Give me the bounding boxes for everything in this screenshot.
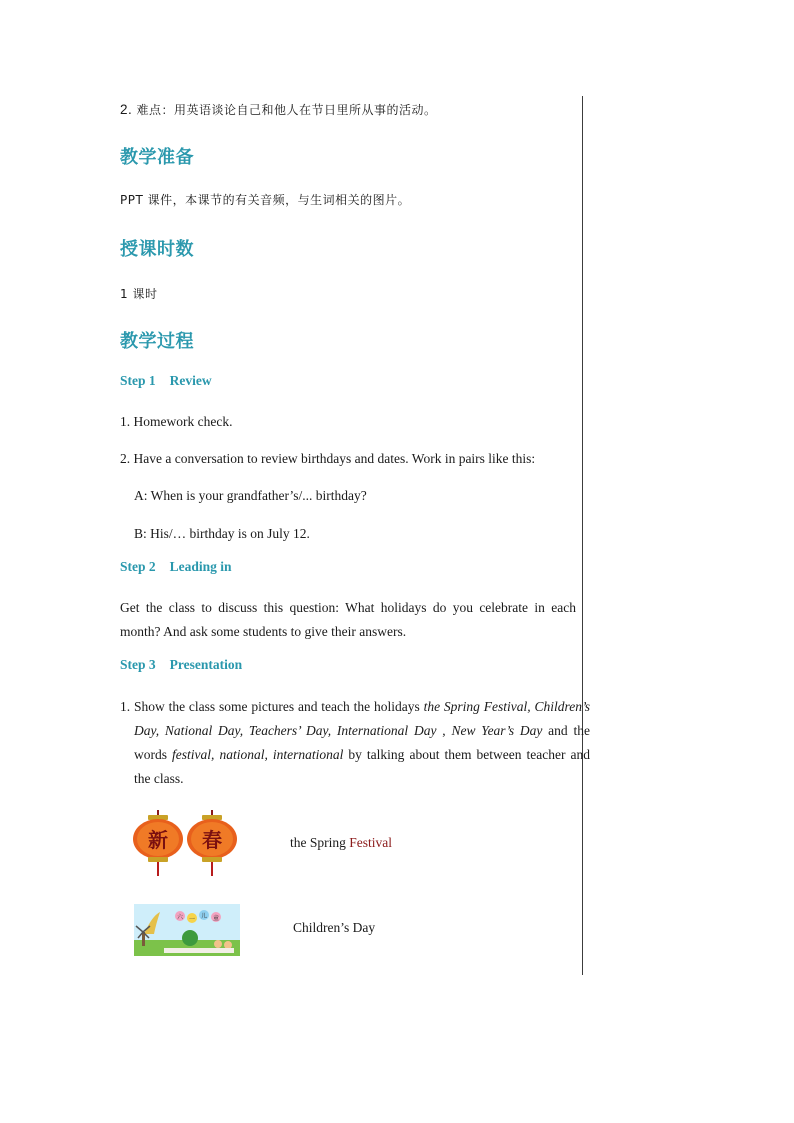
step2-heading: [120, 559, 232, 575]
kids-letter-2: 一: [188, 916, 196, 923]
lantern-char-1: 新: [148, 828, 168, 852]
kids-letter-3: 儿: [200, 913, 208, 920]
step1-heading: [120, 373, 212, 389]
kids-letter-1: 六: [176, 914, 184, 921]
step3-text-1: 1. Show the class some pictures and teach the holidays: [120, 699, 424, 714]
childrens-day-svg: [134, 904, 240, 956]
spring-caption-prefix: the Spring: [290, 835, 350, 850]
childrens-day-image: [134, 904, 240, 956]
step1-number: Step 1: [120, 373, 156, 388]
child-figure-1: [214, 940, 222, 948]
step1-item1: 1. Homework check.: [120, 414, 233, 429]
step1-title: Review: [169, 373, 212, 388]
step3-item1: [120, 695, 590, 791]
step1-dialog-b: B: His/… birthday is on July 12.: [134, 526, 310, 541]
step1-dialog-a: A: When is your grandfather’s/... birthday?: [134, 488, 367, 503]
child-figure-2: [224, 941, 232, 949]
step2-number: Step 2: [120, 559, 156, 574]
childrens-day-caption: Children’s Day: [293, 920, 376, 935]
step1-item2: 2. Have a conversation to review birthdays and dates. Work in pairs like this:: [120, 451, 536, 466]
step3-holiday-newyear: New Year’s Day: [451, 723, 543, 738]
prep-text: PPT 课件，本课节的有关音频，与生词相关的图片。: [120, 193, 411, 207]
lanterns-svg: [132, 810, 240, 878]
step2-text: Get the class to discuss this question: What holidays do you celebrate in each month? And ask some students to give their answers.: [120, 600, 576, 639]
step3-title: Presentation: [169, 657, 243, 672]
lantern-right: [187, 810, 237, 876]
step3-words: festival, national, international: [172, 747, 344, 762]
fence: [164, 948, 234, 953]
hours-text: 1 课时: [120, 287, 158, 301]
step3-text-3: and the words: [134, 723, 590, 762]
step3-text-2: ,: [436, 723, 452, 738]
step2-title: Leading in: [169, 559, 232, 574]
step3-holidays: the Spring Festival, Children’s Day, National Day, Teachers’ Day, International Day: [134, 699, 590, 738]
process-heading: 教学过程: [120, 331, 194, 352]
hours-heading: 授课时数: [120, 239, 194, 260]
prep-heading: 教学准备: [120, 147, 194, 168]
difficulty-text: 用英语谈论自己和他人在节日里所从事的活动。: [174, 103, 437, 117]
step3-heading: [120, 657, 242, 673]
lantern-left: [133, 810, 183, 876]
spring-festival-caption: [290, 835, 392, 851]
spring-festival-lanterns-image: [132, 810, 240, 878]
kids-letter-4: 童: [212, 915, 220, 922]
tree: [182, 930, 198, 946]
step3-number: Step 3: [120, 657, 156, 672]
lantern-char-2: 春: [202, 828, 222, 852]
step3-text-4: by talking about them between teacher and the class.: [134, 747, 591, 786]
difficulty-number: 2.: [120, 102, 137, 117]
difficulty-label: 难点：: [136, 103, 175, 117]
difficulty-line: [120, 98, 576, 122]
spring-caption-festival: Festival: [349, 835, 392, 850]
